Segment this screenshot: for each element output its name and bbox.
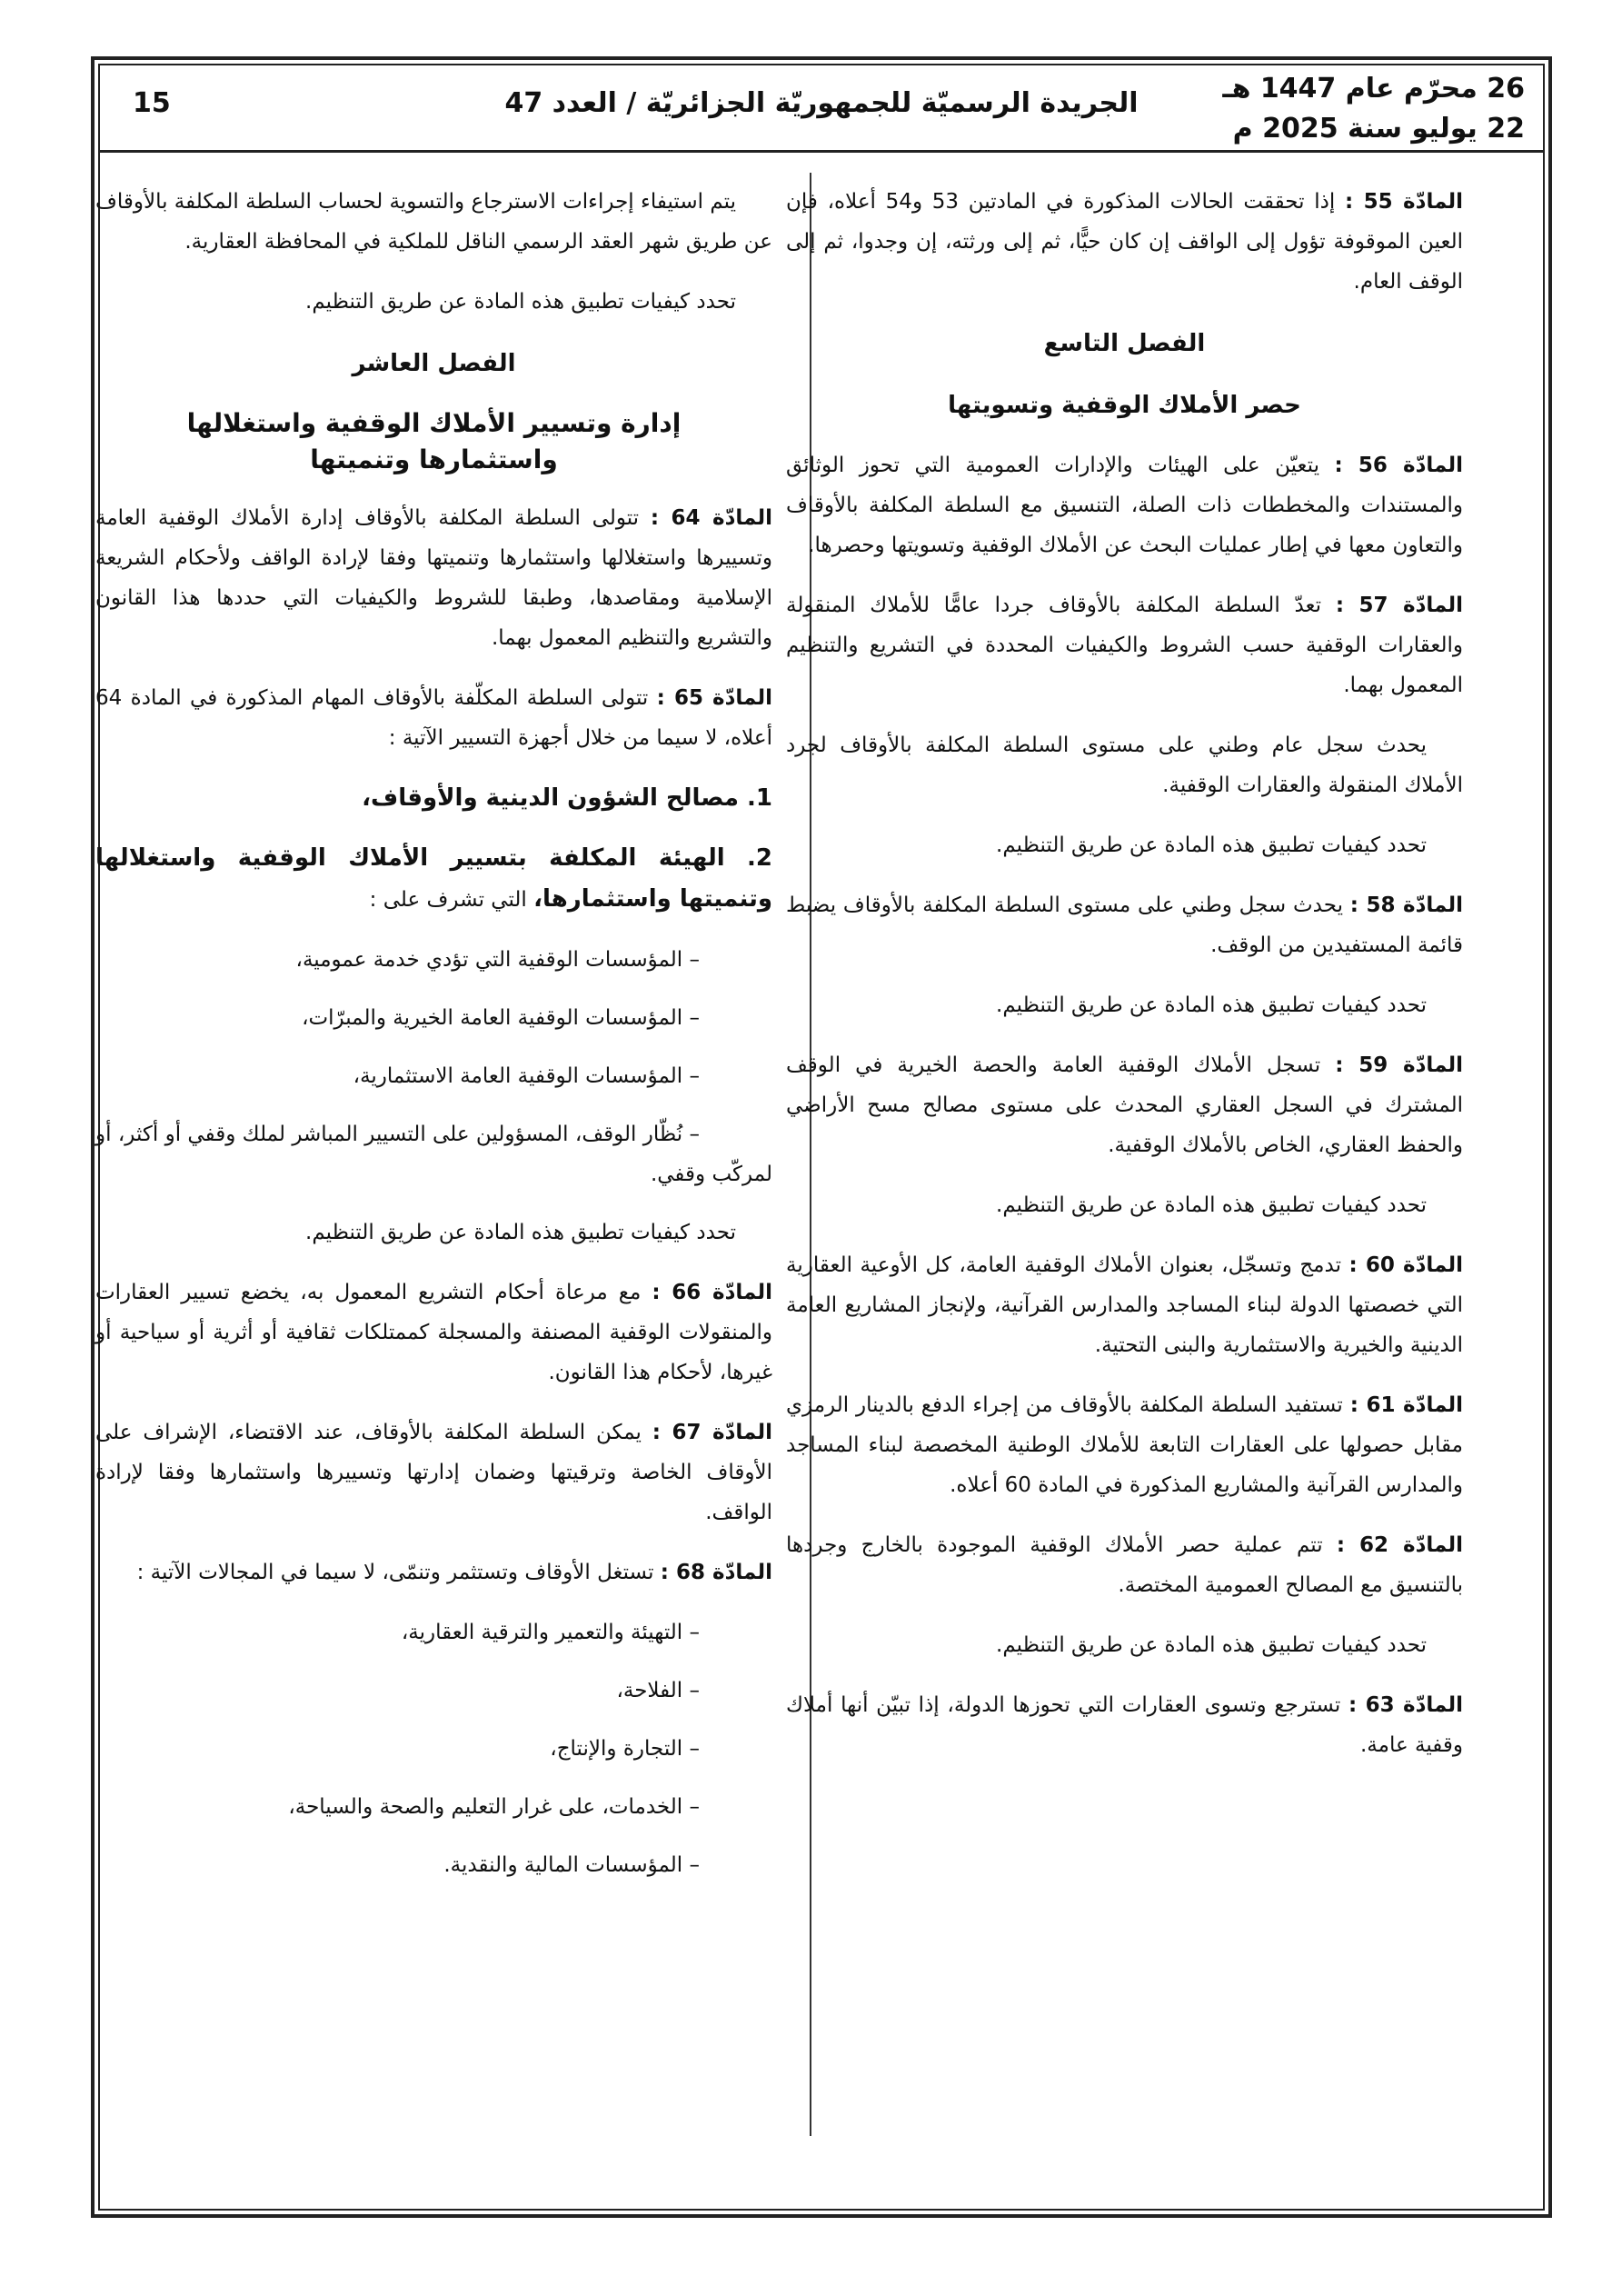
paragraph: تحدد كيفيات تطبيق هذه المادة عن طريق التنظيم.: [305, 290, 736, 314]
right-column: [786, 182, 1463, 1785]
list-item-rest: التي تشرف على :: [369, 888, 534, 912]
list-item: [95, 838, 772, 920]
article-text: تسترجع وتسوى العقارات التي تحوزها الدولة، إذا تبيّن أنها أملاك وقفية عامة.: [786, 1693, 1463, 1757]
dash-item: – الفلاحة،: [616, 1679, 700, 1702]
dash-item: – الخدمات، على غرار التعليم والصحة والسياحة،: [288, 1795, 700, 1819]
article-label: المادّة 59 :: [1335, 1053, 1464, 1077]
article-62: [786, 1525, 1463, 1605]
article-text: تسجل الأملاك الوقفية العامة والحصة الخيرية في الوقف المشترك في السجل العقاري المحدث على مستوى مصالح مسح الأراضي والحفظ العقاري، الخاص بالأملاك الوقفية.: [786, 1053, 1463, 1157]
paragraph: تحدد كيفيات تطبيق هذه المادة عن طريق التنظيم.: [996, 834, 1427, 857]
dash-item: – المؤسسات الوقفية التي تؤدي خدمة عمومية،: [295, 948, 700, 972]
article-68: [95, 1552, 772, 1592]
article-label: المادّة 57 :: [1335, 594, 1463, 617]
article-67: [95, 1413, 772, 1532]
article-label: المادّة 68 :: [660, 1561, 772, 1584]
page-header: [98, 64, 1545, 153]
article-label: المادّة 58 :: [1349, 893, 1463, 917]
chapter-title-line: إدارة وتسيير الأملاك الوقفية واستغلالها: [186, 408, 682, 438]
gregorian-date: 22 يوليو سنة 2025 م: [1232, 113, 1525, 145]
article-label: المادّة 62 :: [1336, 1533, 1463, 1557]
dash-item: – التجارة والإنتاج،: [550, 1737, 700, 1761]
article-64: [95, 498, 772, 658]
article-66: [95, 1273, 772, 1393]
article-label: المادّة 63 :: [1348, 1693, 1463, 1717]
chapter-heading: الفصل العاشر: [352, 350, 516, 377]
dash-item: – المؤسسات المالية والنقدية.: [443, 1853, 700, 1877]
paragraph: تحدد كيفيات تطبيق هذه المادة عن طريق التنظيم.: [996, 1633, 1427, 1657]
article-label: المادّة 64 :: [650, 506, 772, 530]
article-65: [95, 678, 772, 758]
page-number: 15: [133, 87, 171, 119]
article-text: تعدّ السلطة المكلفة بالأوقاف جردا عامًّا للأملاك المنقولة والعقارات الوقفية حسب الشروط والكيفيات المحددة في التشريع والتنظيم المعمول بهما.: [786, 594, 1463, 697]
article-text: يحدث سجل وطني على مستوى السلطة المكلفة بالأوقاف يضبط قائمة المستفيدين من الوقف.: [786, 893, 1463, 957]
chapter-heading: الفصل التاسع: [1043, 330, 1206, 357]
article-label: المادّة 67 :: [652, 1421, 772, 1444]
article-label: المادّة 65 :: [656, 686, 772, 710]
paragraph: تحدد كيفيات تطبيق هذه المادة عن طريق التنظيم.: [996, 1193, 1427, 1217]
article-label: المادّة 60 :: [1348, 1253, 1463, 1277]
article-text: تتم عملية حصر الأملاك الوقفية الموجودة بالخارج وجردها بالتنسيق مع المصالح العمومية المختصة.: [786, 1533, 1463, 1597]
paragraph: يتم استيفاء إجراءات الاسترجاع والتسوية لحساب السلطة المكلفة بالأوقاف عن طريق شهر العقد الرسمي الناقل للملكية في المحافظة العقارية.: [95, 190, 772, 254]
list-item-bold: 2. الهيئة المكلفة بتسيير الأملاك الوقفية واستغلالها وتنميتها واستثمارها،: [95, 844, 772, 913]
article-text: تتولى السلطة المكلفة بالأوقاف إدارة الأملاك الوقفية العامة وتسييرها واستغلالها واستثمارها وتنميتها وفقا لإرادة الواقف ولأحكام الشريعة الإسلامية ومقاصدها، وطبقا للشروط والكيفيات التي حددها هذا القانون والتشريع والتنظيم المعمول بهما.: [95, 506, 772, 650]
article-label: المادّة 61 :: [1349, 1393, 1464, 1417]
article-text: مع مرعاة أحكام التشريع المعمول به، يخضع تسيير العقارات والمنقولات الوقفية المصنفة والمسجلة كممتلكات ثقافية أو أثرية أو سياحية أو غيرها، لأحكام هذا القانون.: [95, 1281, 772, 1384]
article-text: تستفيد السلطة المكلفة بالأوقاف من إجراء الدفع بالدينار الرمزي مقابل حصولها على العقارات التابعة للأملاك الوطنية المخصصة لبناء المساجد والمدارس القرآنية والمشاريع المذكورة في المادة 60 أعلاه.: [786, 1393, 1463, 1497]
chapter-title-line: واستثمارها وتنميتها: [310, 444, 558, 474]
article-label: المادّة 56 :: [1334, 454, 1463, 477]
paragraph: تحدد كيفيات تطبيق هذه المادة عن طريق التنظيم.: [305, 1221, 736, 1244]
article-58: [786, 885, 1463, 965]
article-60: [786, 1245, 1463, 1365]
article-text: يمكن السلطة المكلفة بالأوقاف، عند الاقتضاء، الإشراف على الأوقاف الخاصة وترقيتها وضمان إدارتها وتسييرها واستثمارها وفقا لإرادة الواقف.: [95, 1421, 772, 1524]
dash-item: – التهيئة والتعمير والترقية العقارية،: [401, 1621, 700, 1644]
dash-item: – المؤسسات الوقفية العامة الاستثمارية،: [353, 1064, 700, 1088]
paragraph: تحدد كيفيات تطبيق هذه المادة عن طريق التنظيم.: [996, 993, 1427, 1017]
chapter-title: [95, 405, 772, 478]
article-59: [786, 1045, 1463, 1165]
paragraph: يحدث سجل عام وطني على مستوى السلطة المكلفة بالأوقاف لجرد الأملاك المنقولة والعقارات الوقفية.: [786, 734, 1463, 797]
hijri-date: 26 محرّم عام 1447 هـ: [1222, 73, 1525, 105]
article-56: [786, 445, 1463, 565]
article-55: [786, 182, 1463, 302]
article-text: تستغل الأوقاف وتستثمر وتنمّى، لا سيما في المجالات الآتية :: [136, 1561, 654, 1584]
article-text: يتعيّن على الهيئات والإدارات العمومية التي تحوز الوثائق والمستندات والمخططات ذات الصلة، التنسيق مع السلطة المكلفة بالأوقاف والتعاون معها في إطار عمليات البحث عن الأملاك الوقفية وتسويتها وحصرها.: [786, 454, 1463, 557]
left-column: [95, 182, 772, 1903]
article-text: إذا تحققت الحالات المذكورة في المادتين 53 و54 أعلاه، فإن العين الموقوفة تؤول إلى الواقف إن كان حيًّا، ثم إلى ورثته، إن وجدوا، ثم إلى الوقف العام.: [786, 190, 1463, 294]
chapter-title: حصر الأملاك الوقفية وتسويتها: [948, 392, 1301, 419]
article-text: تدمج وتسجّل، بعنوان الأملاك الوقفية العامة، كل الأوعية العقارية التي خصصتها الدولة لبناء المساجد والمدارس القرآنية، ولإنجاز المشاريع العامة الدينية والخيرية والاستثمارية والبنى التحتية.: [786, 1253, 1463, 1357]
article-63: [786, 1685, 1463, 1765]
list-item: 1. مصالح الشؤون الدينية والأوقاف،: [362, 784, 772, 812]
article-text: تتولى السلطة المكلّفة بالأوقاف المهام المذكورة في المادة 64 أعلاه، لا سيما من خلال أجهزة التسيير الآتية :: [95, 686, 772, 750]
gazette-title: الجريدة الرسميّة للجمهوريّة الجزائريّة / العدد 47: [504, 87, 1139, 119]
dash-item: – نُظّار الوقف، المسؤولين على التسيير المباشر لملك وقفي أو أكثر، أو لمركّب وقفي.: [95, 1123, 772, 1186]
article-57: [786, 585, 1463, 705]
article-61: [786, 1385, 1463, 1505]
article-label: المادّة 66 :: [652, 1281, 772, 1304]
article-label: المادّة 55 :: [1345, 190, 1464, 214]
dash-item: – المؤسسات الوقفية العامة الخيرية والمبرّات،: [302, 1006, 700, 1030]
